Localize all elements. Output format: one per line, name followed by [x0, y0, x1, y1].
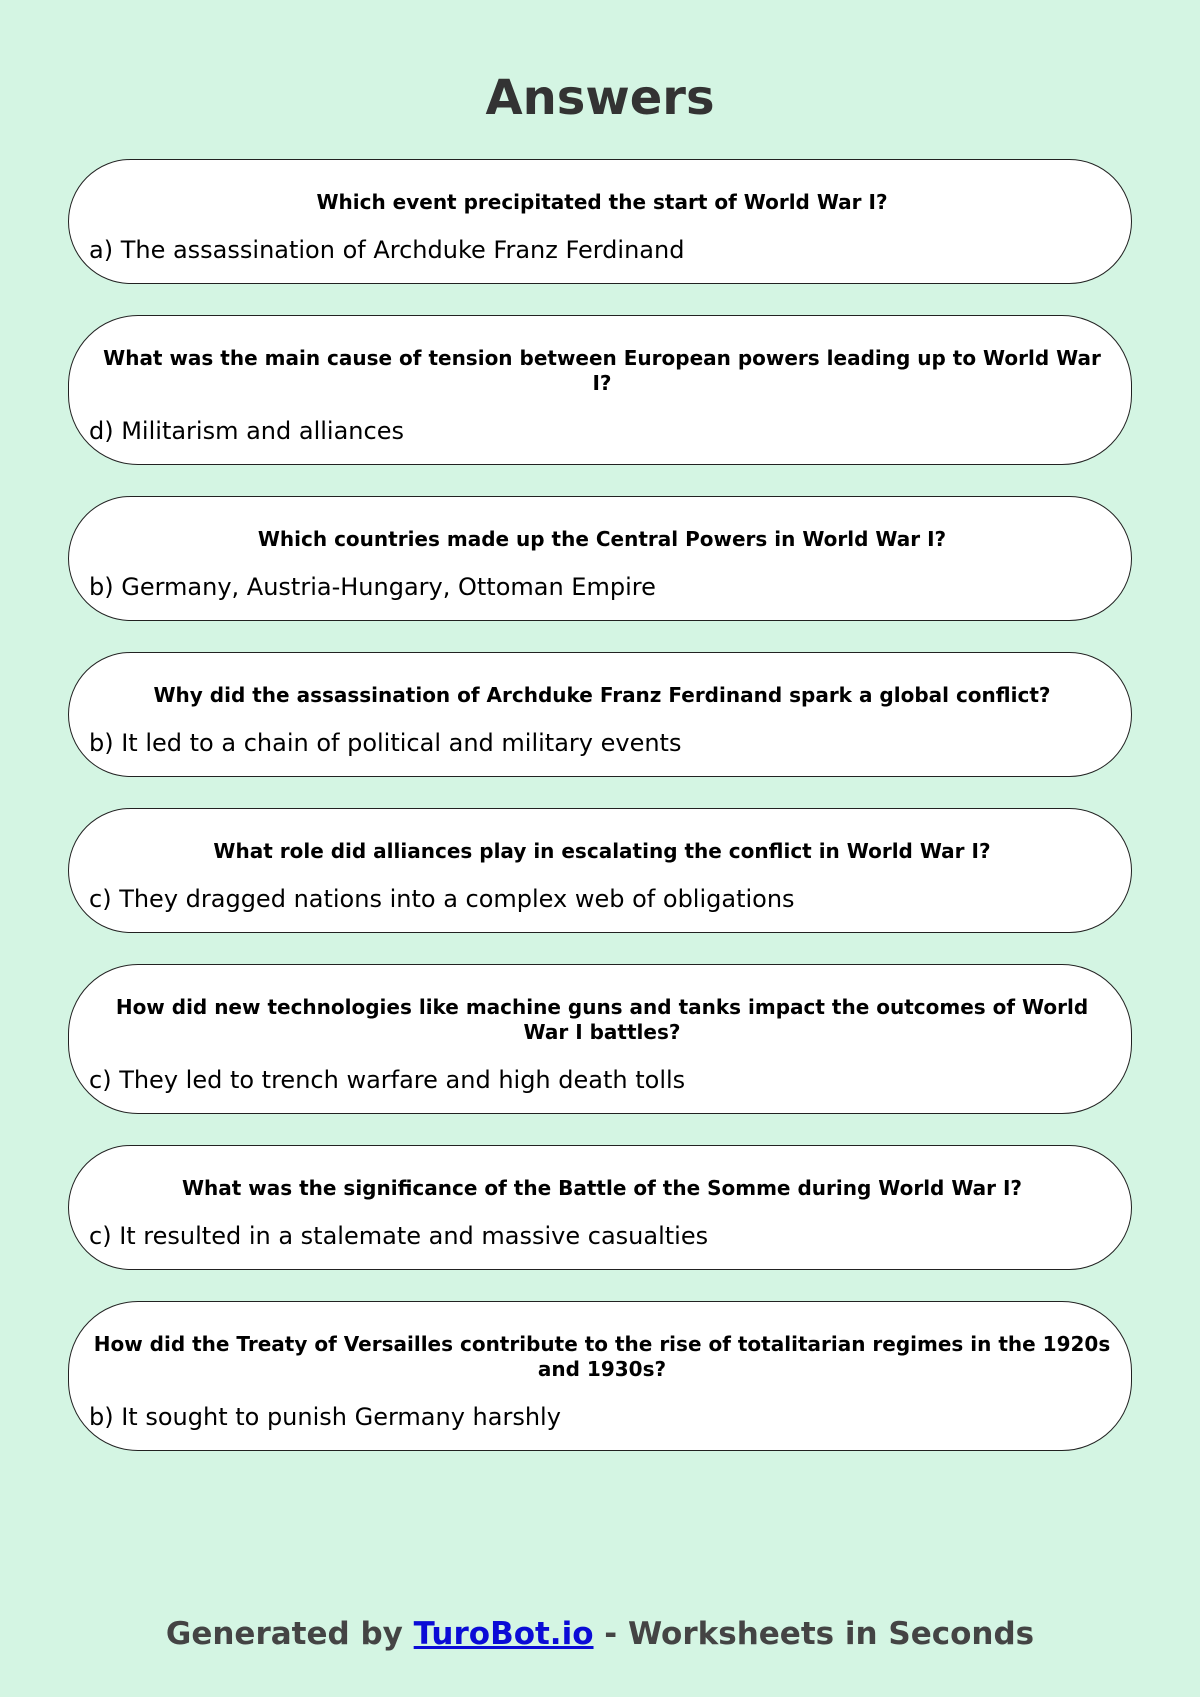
footer-prefix: Generated by — [165, 1616, 414, 1652]
answer-text: b) Germany, Austria-Hungary, Ottoman Empire — [89, 573, 656, 601]
question-text: Which event precipitated the start of World War I? — [316, 190, 888, 214]
answer-card — [68, 1301, 1132, 1451]
answer-card — [68, 159, 1132, 284]
answer-card — [68, 808, 1132, 933]
footer — [0, 1614, 1200, 1654]
answer-card — [68, 652, 1132, 777]
question-text: How did the Treaty of Versailles contribute to the rise of totalitarian regimes in the 1920s and 1930s? — [93, 1332, 1111, 1381]
answer-text: b) It led to a chain of political and military events — [89, 729, 682, 757]
answer-card — [68, 1145, 1132, 1270]
answer-text: d) Militarism and alliances — [89, 417, 404, 445]
question-text: Why did the assassination of Archduke Franz Ferdinand spark a global conflict? — [153, 683, 1051, 707]
answer-text: a) The assassination of Archduke Franz Ferdinand — [89, 236, 685, 264]
question-text: What role did alliances play in escalating the conflict in World War I? — [213, 839, 991, 863]
footer-suffix: - Worksheets in Seconds — [593, 1616, 1035, 1652]
answer-text: c) They led to trench warfare and high death tolls — [89, 1066, 686, 1094]
turobot-link[interactable]: TuroBot.io — [413, 1616, 594, 1652]
question-text: How did new technologies like machine guns and tanks impact the outcomes of World War I battles? — [115, 995, 1089, 1044]
answer-text: b) It sought to punish Germany harshly — [89, 1403, 561, 1431]
answer-list — [68, 159, 1132, 1482]
answer-text: c) It resulted in a stalemate and massive casualties — [89, 1222, 709, 1250]
answer-card — [68, 315, 1132, 465]
answer-card — [68, 496, 1132, 621]
question-text: What was the main cause of tension between European powers leading up to World War I? — [103, 346, 1101, 395]
answer-card — [68, 964, 1132, 1114]
question-text: Which countries made up the Central Powers in World War I? — [257, 527, 947, 551]
question-text: What was the significance of the Battle of the Somme during World War I? — [181, 1176, 1023, 1200]
answer-text: c) They dragged nations into a complex web of obligations — [89, 885, 795, 913]
page-title: Answers — [485, 70, 715, 126]
